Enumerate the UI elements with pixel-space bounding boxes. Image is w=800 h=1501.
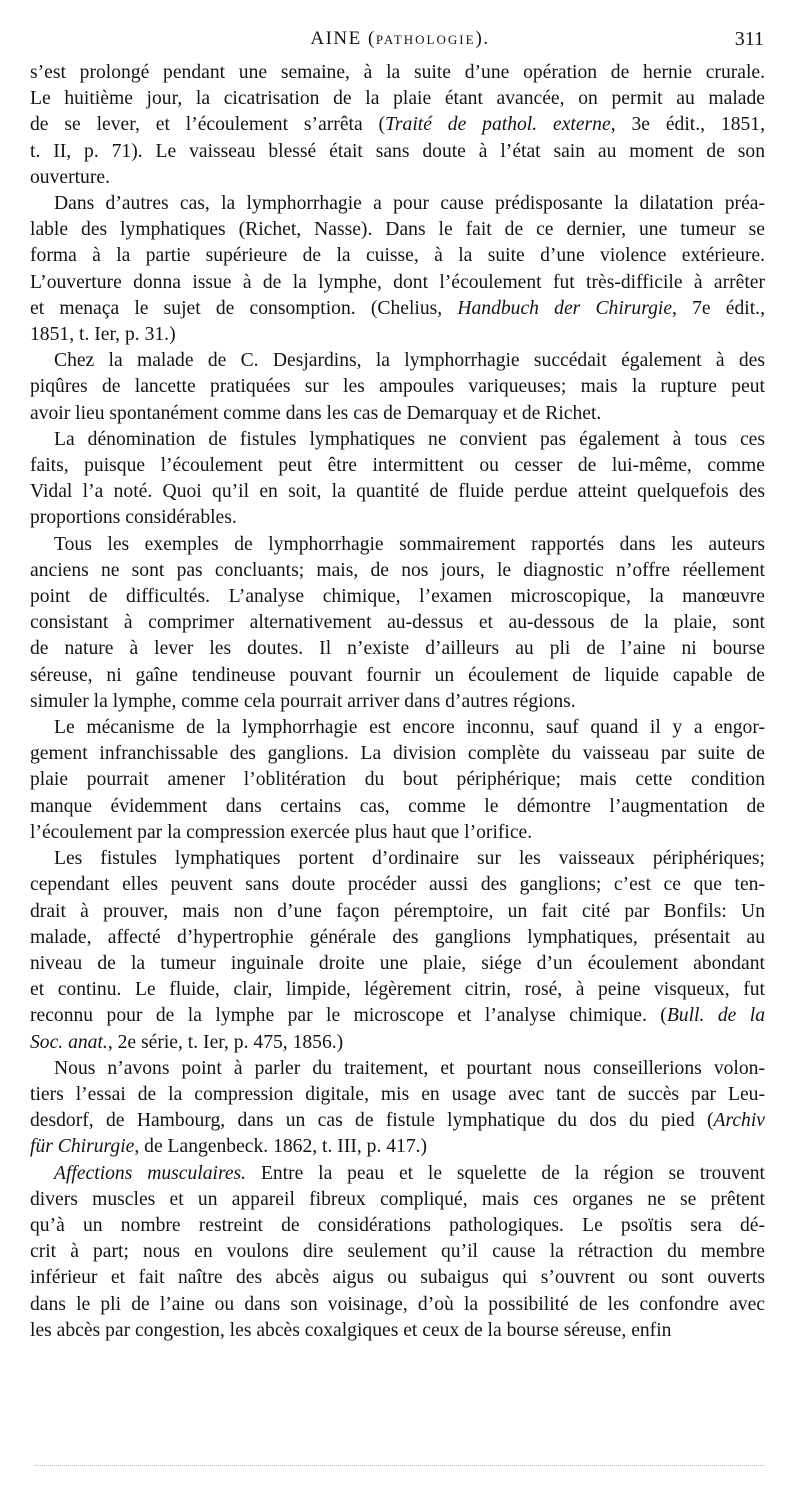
- text-line: inférieur et fait naître des abcès aigus ou subaigus qui s’ouvrent ou sont ouverts: [30, 1267, 765, 1289]
- paragraph: [30, 715, 765, 846]
- text-line: Le mécanisme de la lymphorrhagie est encore inconnu, sauf quand il y a engor-: [54, 717, 765, 739]
- text-line: Vidal l’a noté. Quoi qu’il en soit, la quantité de fluide perdue atteint quelquefois des: [30, 481, 765, 503]
- text-line: Tous les exemples de lymphorrhagie sommairement rapportés dans les auteurs: [54, 533, 765, 555]
- paragraph: [30, 191, 765, 348]
- citation-title: Archiv: [713, 1110, 765, 1132]
- citation-title: Traité de pathol. externe: [385, 114, 611, 136]
- text-line: Le huitième jour, la cicatrisation de la plaie étant avancée, on permit au malade: [30, 88, 765, 110]
- paragraph: [30, 1161, 765, 1344]
- text-line: de nature à lever les doutes. Il n’existe d’ailleurs au pli de l’aine ni bourse: [30, 638, 765, 660]
- text-line: malade, affecté d’hypertrophie générale des ganglions lymphatiques, présentait au: [30, 926, 765, 948]
- text-line: piqûres de lancette pratiquées sur les ampoules variqueuses; mais la rupture peut: [30, 376, 765, 398]
- running-head: [30, 28, 770, 58]
- text-line: et menaça le sujet de consomption. (Chelius, Handbuch der Chirurgie, 7e édit.,: [30, 297, 765, 319]
- citation-title: für Chirurgie: [30, 1136, 135, 1158]
- text-line: drait à prouver, mais non d’une façon péremptoire, un fait cité par Bonfils: Un: [30, 900, 765, 922]
- text-line: séreuse, ni gaîne tendineuse pouvant fournir un écoulement de liquide capable de: [30, 664, 765, 686]
- running-title-subtitle: PATHOLOGIE: [375, 32, 476, 47]
- text-line: gement infranchissable des ganglions. La division complète du vaisseau par suite de: [30, 743, 765, 765]
- text-line: lable des lymphatiques (Richet, Nasse). Dans le fait de ce dernier, une tumeur se: [30, 219, 765, 241]
- text-line: La dénomination de fistules lymphatiques ne convient pas également à tous ces: [54, 428, 765, 450]
- text-line: t. II, p. 71). Le vaisseau blessé était sans doute à l’état sain au moment de son: [30, 140, 765, 162]
- text-line: de se lever, et l’écoulement s’arrêta (Traité de pathol. externe, 3e édit., 1851,: [30, 114, 765, 136]
- text-line: avoir lieu spontanément comme dans les cas de Demarquay et de Richet.: [30, 402, 602, 424]
- text-line: crit à part; nous en voulons dire seulement qu’il cause la rétraction du membre: [30, 1241, 765, 1263]
- running-title-main: AINE: [310, 28, 362, 49]
- text-line: faits, puisque l’écoulement peut être intermittent ou cesser de lui-même, comme: [30, 455, 765, 477]
- text-line: consistant à comprimer alternativement au-dessus et au-dessous de la plaie, sont: [30, 612, 765, 634]
- text-line: 1851, t. Ier, p. 31.): [30, 324, 176, 346]
- text-line: tiers l’essai de la compression digitale, mis en usage avec tant de succès par Leu-: [30, 1083, 765, 1105]
- text-line: desdorf, de Hambourg, dans un cas de fistule lymphatique du dos du pied (Archiv: [30, 1110, 765, 1132]
- text-line: et continu. Le fluide, clair, limpide, légèrement citrin, rosé, à peine visqueux, fut: [30, 979, 765, 1001]
- text-line: niveau de la tumeur inguinale droite une plaie, siége d’un écoulement abondant: [30, 952, 765, 974]
- text-line: Chez la malade de C. Desjardins, la lymphorrhagie succédait également à des: [54, 350, 765, 372]
- paragraph: [30, 427, 765, 532]
- section-heading: Affections musculaires.: [54, 1162, 247, 1184]
- text-line: Nous n’avons point à parler du traitement, et pourtant nous conseillerions volon-: [54, 1057, 765, 1079]
- text-line: plaie pourrait amener l’oblitération du bout périphérique; mais cette condition: [30, 769, 765, 791]
- text-line: qu’à un nombre restreint de considérations pathologiques. Le psoïtis sera dé-: [30, 1214, 765, 1236]
- text-line: l’écoulement par la compression exercée plus haut que l’orifice.: [30, 821, 533, 843]
- page-number: 311: [734, 28, 764, 50]
- text-line: Soc. anat., 2e série, t. Ier, p. 475, 1856.): [30, 1031, 344, 1053]
- paragraph: [30, 532, 765, 715]
- paragraph: [30, 348, 765, 427]
- text-line: L’ouverture donna issue à de la lymphe, dont l’écoulement fut très-difficile à arrêter: [30, 271, 765, 293]
- text-line: reconnu pour de la lymphe par le microscope et l’analyse chimique. (Bull. de la: [30, 1005, 765, 1027]
- citation-title: Handbuch der Chirurgie: [457, 297, 673, 319]
- paragraph: [30, 60, 765, 191]
- paragraph: [30, 1056, 765, 1161]
- text-line: forma à la partie supérieure de la cuisse, à la suite d’une violence extérieure.: [30, 245, 765, 267]
- text-line: s’est prolongé pendant une semaine, à la suite d’une opération de hernie crurale.: [30, 62, 765, 83]
- scan-bleed-through: [35, 1465, 765, 1468]
- text-line: Affections musculaires. Entre la peau et le squelette de la région se trouvent: [54, 1162, 766, 1184]
- text-line: für Chirurgie, de Langenbeck. 1862, t. III, p. 417.): [30, 1136, 428, 1158]
- text-line: manque évidemment dans certains cas, comme le démontre l’augmentation de: [30, 795, 765, 817]
- text-line: dans le pli de l’aine ou dans son voisinage, d’où la possibilité de les confondre avec: [30, 1293, 765, 1315]
- body-text: [30, 60, 765, 1344]
- citation-title: Soc. anat.: [30, 1031, 108, 1053]
- text-line: divers muscles et un appareil fibreux compliqué, mais ces organes ne se prêtent: [30, 1188, 765, 1210]
- text-line: Dans d’autres cas, la lymphorrhagie a pour cause prédisposante la dilatation préa-: [54, 193, 765, 215]
- paragraph: [30, 846, 765, 1056]
- text-line: point de difficultés. L’analyse chimique, l’examen microscopique, la manœuvre: [30, 586, 765, 608]
- citation-title: Bull. de la: [666, 1005, 765, 1027]
- text-line: Les fistules lymphatiques portent d’ordinaire sur les vaisseaux périphériques;: [54, 848, 765, 870]
- text-line: les abcès par congestion, les abcès coxalgiques et ceux de la bourse séreuse, enfin: [30, 1319, 672, 1341]
- text-line: proportions considérables.: [30, 507, 237, 529]
- running-title: AINE (PATHOLOGIE).: [310, 28, 490, 49]
- text-line: ouverture.: [30, 166, 110, 188]
- text-line: cependant elles peuvent sans doute procéder aussi des ganglions; c’est ce que ten-: [30, 874, 765, 896]
- text-line: simuler la lymphe, comme cela pourrait arriver dans d’autres régions.: [30, 690, 576, 712]
- text-line: anciens ne sont pas concluants; mais, de nos jours, le diagnostic n’offre réellement: [30, 559, 765, 581]
